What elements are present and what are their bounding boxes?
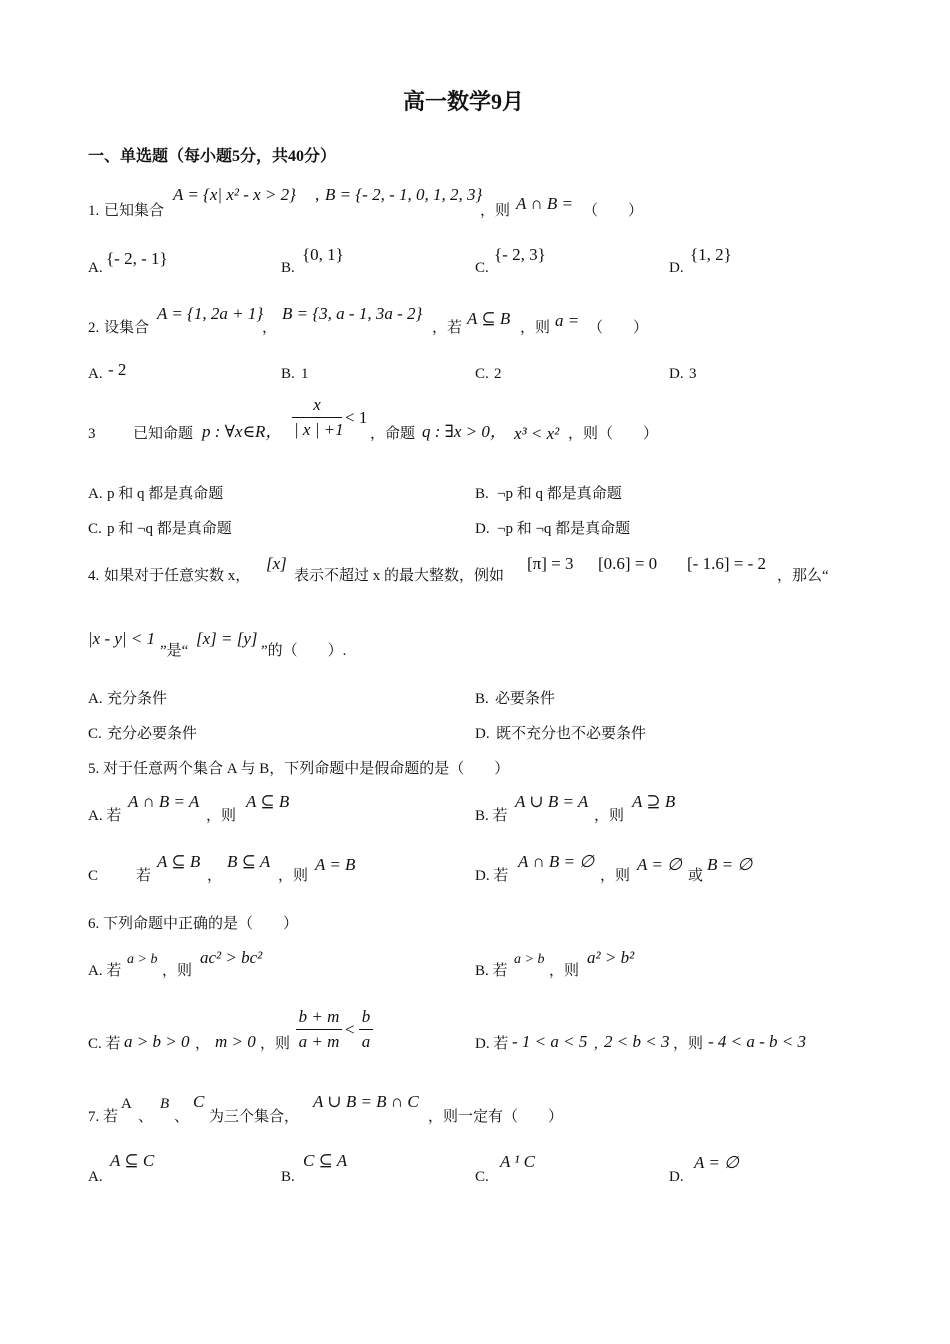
q6-option-c-cond: a > b > 0 (124, 1032, 190, 1051)
q1-option-a-value: {- 2, - 1} (106, 249, 168, 268)
q6-c-frac2-denominator: a (361, 1032, 371, 1051)
q4-floor: [x] (266, 554, 287, 573)
q6-option-c-fraction-1 (296, 1006, 342, 1053)
q7-tail: ，则一定有（ ） (428, 1109, 564, 1125)
q6-option-d-res: - 4 < a - b < 3 (708, 1032, 807, 1051)
q3-option-a-label: A. (88, 486, 103, 502)
q1-option-d-label: D. (669, 260, 684, 276)
q3-option-a-value: p 和 q 都是真命题 (107, 486, 224, 502)
q7-option-a-value: A ⊆ C (110, 1151, 155, 1170)
q4-example-3: [- 1.6] = - 2 (687, 554, 766, 573)
section-heading: 一、单选题（每小题5分，共40分） (88, 148, 337, 165)
q1-option-b-value: {0, 1} (302, 245, 344, 264)
q1-expr: A ∩ B = (516, 194, 573, 213)
q6-option-d-then: ，则 (673, 1036, 704, 1052)
q4-tail2: ”的（ ）. (261, 643, 347, 659)
q2-option-d-value: 3 (689, 366, 697, 382)
q5-option-d-or: 或 (688, 868, 704, 884)
q5-option-d-c1: A ∩ B = ∅ (518, 852, 595, 871)
q1-option-c-value: {- 2, 3} (494, 245, 546, 264)
q6-option-a-res: ac² > bc² (200, 948, 263, 967)
q5-option-c-label: C (88, 868, 99, 884)
q7-sep2: 、 (174, 1109, 190, 1125)
q4-cond2: [x] = [y] (196, 629, 258, 648)
q5-option-d-c2: A = ∅ (637, 855, 682, 874)
q3-fraction (292, 394, 342, 441)
q7-option-b-label: B. (281, 1169, 295, 1185)
q4-tail1: ，那么“ (777, 568, 829, 584)
q4-option-b-value: 必要条件 (495, 691, 556, 707)
q7-option-d-label: D. (669, 1169, 684, 1185)
q2-option-a-label: A. (88, 366, 103, 382)
q5-option-c-c2: A = B (315, 855, 356, 874)
q3-q: q : ∃x > 0， (422, 422, 507, 441)
q3-frac-denominator: | x | +1 (294, 420, 344, 439)
q4-number: 4. (88, 568, 100, 584)
q6-option-c-sep: ， (195, 1036, 211, 1052)
q4-mid: ”是“ (160, 643, 189, 659)
q5-option-b-then: ，则 (594, 808, 625, 824)
q3-option-b-label: B. (475, 486, 489, 502)
q4-lead: 如果对于任意实数 x， (104, 568, 251, 584)
q3-p: p : ∀x∈R， (202, 422, 283, 441)
q2-set-b: B = {3, a - 1, 3a - 2} (282, 304, 423, 323)
q5-option-d-c3: B = ∅ (707, 855, 753, 874)
q5-option-c-then: ，则 (278, 868, 309, 884)
q3-frac-numerator: x (292, 394, 342, 418)
q4-option-c-value: 充分必要条件 (107, 726, 198, 742)
q1-number: 1. (88, 203, 100, 219)
q1-mid: ，则 (480, 203, 511, 219)
q1-set-a: A = {x| x² - x > 2} (173, 185, 296, 204)
q7-option-b-value: C ⊆ A (303, 1151, 348, 1170)
q4-example-2: [0.6] = 0 (598, 554, 658, 573)
q2-option-b-value: 1 (301, 366, 309, 382)
q5-text: 5. 对于任意两个集合 A 与 B，下列命题中是假命题的是（ ） (88, 761, 510, 777)
q6-option-c-rel: < (345, 1020, 355, 1039)
q5-option-d-then: ，则 (600, 868, 631, 884)
q5-option-b-c1: A ∪ B = A (515, 792, 589, 811)
q5-option-a-then: ，则 (206, 808, 237, 824)
q4-option-a-label: A. (88, 691, 103, 707)
q7-mid: 为三个集合， (209, 1109, 300, 1125)
doc-title: 高一数学9月 (403, 89, 525, 114)
q1-lead: 已知集合 (104, 203, 165, 219)
q6-option-a-cond: a > b (127, 952, 158, 967)
q5-option-c-pre: 若 (136, 868, 152, 884)
q2-tail: （ ） (588, 320, 649, 336)
q5-option-a-c2: A ⊆ B (246, 792, 290, 811)
q2-set-a: A = {1, 2a + 1} (157, 304, 264, 323)
q2-option-c-label: C. (475, 366, 489, 382)
q3-lead: 已知命题 (133, 426, 194, 442)
q6-option-d-label: D. 若 (475, 1036, 509, 1052)
q2-mid2: ，则 (520, 320, 551, 336)
q4-option-a-value: 充分条件 (107, 691, 168, 707)
q6-option-c-fraction-2 (359, 1006, 373, 1053)
q4-lead2: 表示不超过 x 的最大整数，例如 (294, 568, 505, 584)
q7-expr: A ∪ B = B ∩ C (313, 1092, 419, 1111)
q1-option-a-label: A. (88, 260, 103, 276)
q6-text: 6. 下列命题中正确的是（ ） (88, 916, 299, 932)
q6-option-b-cond: a > b (514, 952, 545, 967)
q4-option-c-label: C. (88, 726, 102, 742)
q7-number: 7. 若 (88, 1109, 119, 1125)
q6-c-frac2-numerator: b (359, 1006, 373, 1030)
q1-tail: （ ） (583, 203, 644, 219)
q6-option-c-label: C. 若 (88, 1036, 121, 1052)
q6-option-c-then: ，则 (260, 1036, 291, 1052)
q6-option-a-label: A. 若 (88, 963, 122, 979)
q3-option-b-value: ¬p 和 q 都是真命题 (497, 486, 622, 502)
q2-number: 2. (88, 320, 100, 336)
q5-option-d-label: D. 若 (475, 868, 509, 884)
q7-option-a-label: A. (88, 1169, 103, 1185)
q6-c-frac1-denominator: a + m (298, 1032, 340, 1051)
q3-rel: < 1 (345, 408, 368, 427)
q6-c-frac1-numerator: b + m (296, 1006, 342, 1030)
q2-option-a-value: - 2 (108, 360, 127, 379)
q3-number: 3 (88, 426, 96, 442)
q6-option-d-cond: - 1 < a < 5 (512, 1032, 588, 1051)
q7-option-d-value: A = ∅ (694, 1153, 739, 1172)
q2-expr: a = (555, 311, 580, 330)
q5-option-c-sep: ， (207, 868, 223, 884)
q7-set-a: A (121, 1096, 132, 1112)
q7-option-c-label: C. (475, 1169, 489, 1185)
q3-tail: ，则（ ） (568, 426, 659, 442)
q2-option-b-label: B. (281, 366, 295, 382)
q1-option-c-label: C. (475, 260, 489, 276)
q6-option-b-then: ，则 (549, 963, 580, 979)
q7-set-c: C (193, 1092, 205, 1111)
q7-set-b: B (160, 1096, 170, 1112)
q1-option-b-label: B. (281, 260, 295, 276)
q6-option-d-cond2: 2 < b < 3 (604, 1032, 670, 1051)
q5-option-c-c3: B ⊆ A (227, 852, 271, 871)
q3-ineq: x³ < x² (514, 424, 560, 443)
q4-example-1: [π] = 3 (527, 554, 574, 573)
q7-sep1: 、 (138, 1109, 154, 1125)
q4-option-d-label: D. (475, 726, 490, 742)
q6-option-b-res: a² > b² (587, 948, 635, 967)
q3-option-d-label: D. (475, 521, 490, 537)
q1-option-d-value: {1, 2} (690, 245, 732, 264)
q2-mid: ，若 (432, 320, 463, 336)
q5-option-a-label: A. 若 (88, 808, 122, 824)
q3-mid: ，命题 (370, 426, 416, 442)
q3-option-c-label: C. (88, 521, 102, 537)
q2-lead: 设集合 (104, 320, 150, 336)
q1-set-b: B = {- 2, - 1, 0, 1, 2, 3} (325, 185, 483, 204)
q7-option-c-value: A ¹ C (500, 1152, 536, 1171)
q6-option-a-then: ，则 (162, 963, 193, 979)
q2-option-d-label: D. (669, 366, 684, 382)
q4-option-b-label: B. (475, 691, 489, 707)
q3-option-d-value: ¬p 和 ¬q 都是真命题 (497, 521, 631, 537)
q5-option-b-c2: A ⊇ B (632, 792, 676, 811)
q2-option-c-value: 2 (494, 366, 502, 382)
q6-option-d-sep: , (594, 1036, 598, 1052)
q5-option-a-c1: A ∩ B = A (128, 792, 200, 811)
q5-option-c-c1: A ⊆ B (157, 852, 201, 871)
q2-sep: ， (262, 320, 278, 336)
q3-option-c-value: p 和 ¬q 都是真命题 (107, 521, 232, 537)
q4-cond1: |x - y| < 1 (88, 629, 156, 648)
q2-cond: A ⊆ B (467, 309, 511, 328)
q6-option-b-label: B. 若 (475, 963, 508, 979)
q1-sep: , (315, 185, 320, 204)
q6-option-c-cond2: m > 0 (215, 1032, 256, 1051)
q4-option-d-value: 既不充分也不必要条件 (496, 726, 647, 742)
q5-option-b-label: B. 若 (475, 808, 508, 824)
